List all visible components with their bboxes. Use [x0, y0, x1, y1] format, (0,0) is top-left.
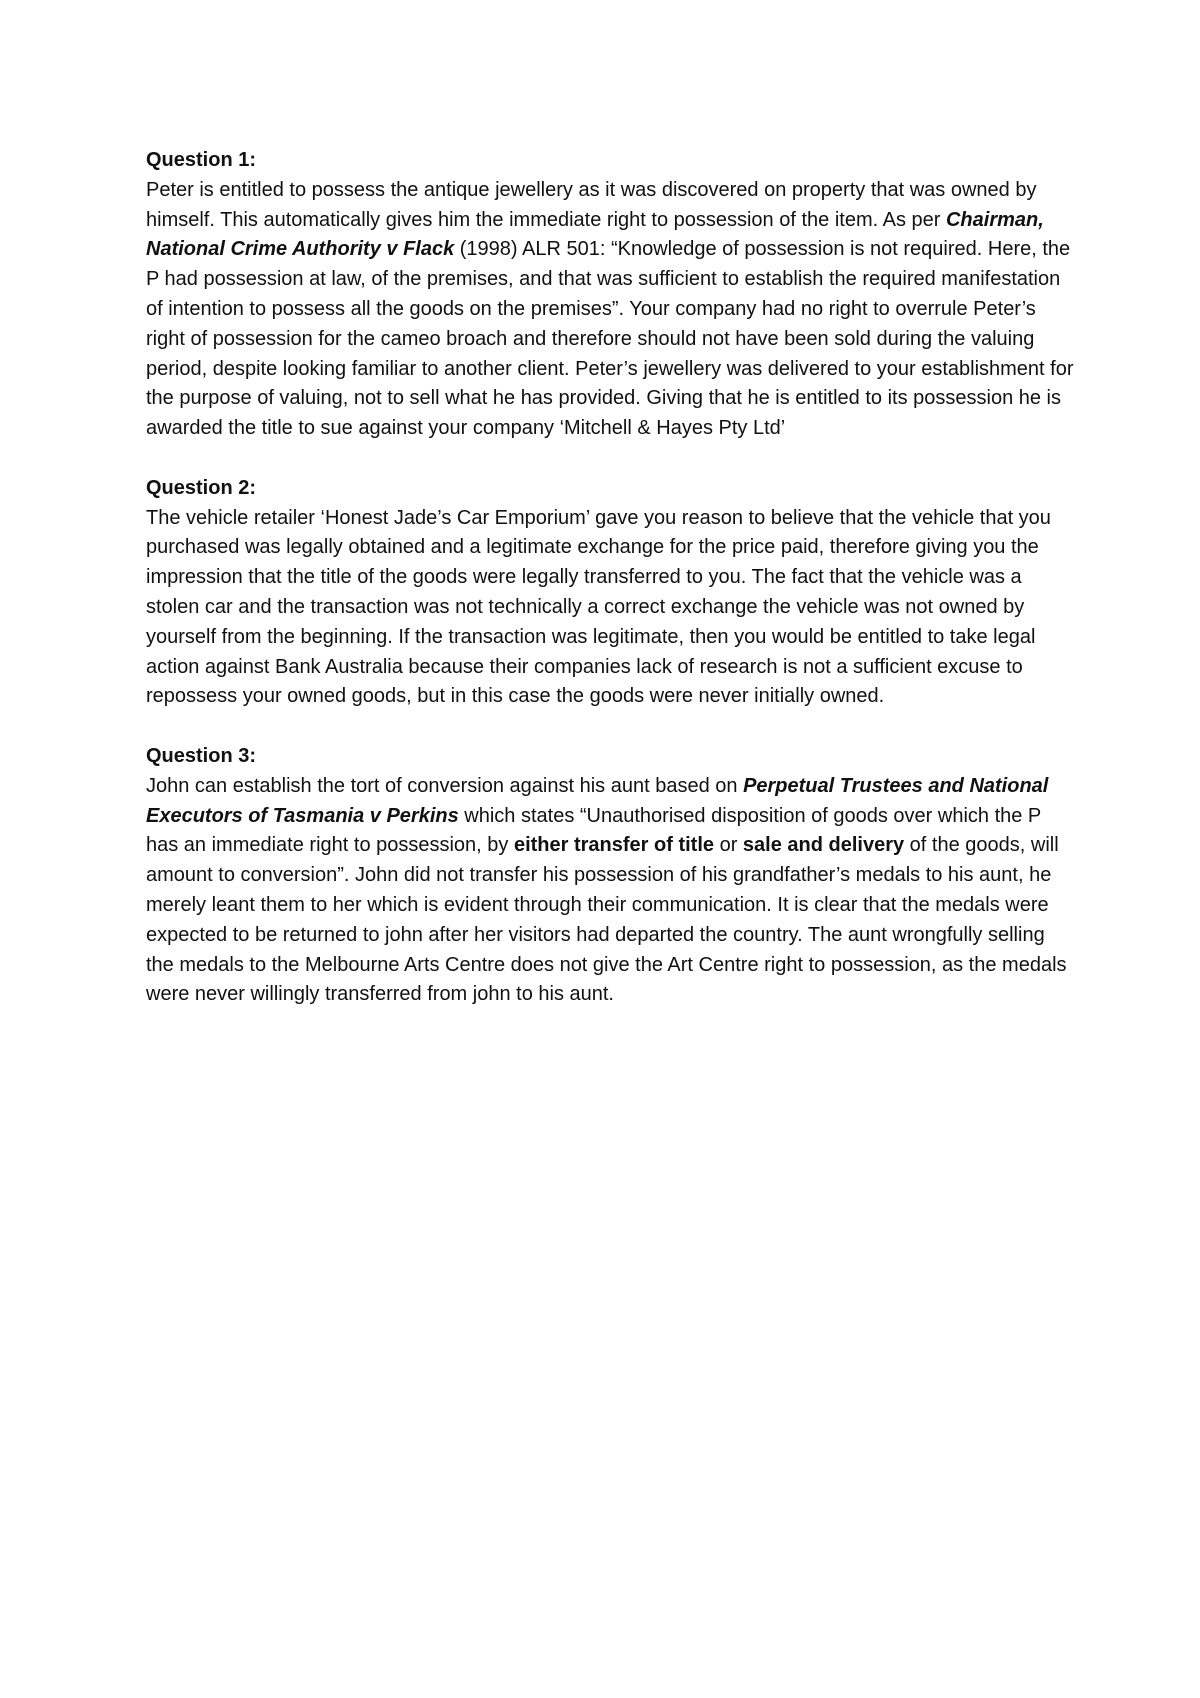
question-1-section — [146, 146, 1076, 444]
answer-text: of the goods, will amount to conversion”. John did not transfer his possession of his grandfather’s medals to his aunt, he merely leant them to her which is evident through their communication. It is clear that the medals were expected to be returned to john after her visitors had departed the country. The aunt wrongfully selling the medals to the Melbourne Arts Centre does not give the Art Centre right to possession, as the medals were never willingly transferred from john to his aunt. — [146, 834, 1067, 1006]
emphasis-text: sale and delivery — [742, 834, 905, 857]
answer-text: The vehicle retailer ‘Honest Jade’s Car Emporium’ gave you reason to believe that the vehicle that you purchased was legally obtained and a legitimate exchange for the price paid, therefore giving you the impression that the title of the goods were legally transferred to you. The fact that the vehicle was a stolen car and the transaction was not technically a correct exchange the vehicle was not owned by yourself from the beginning. If the transaction was legitimate, then you would be entitled to take legal action against Bank Australia because their companies lack of research is not a sufficient excuse to repossess your owned goods, but in this case the goods were never initially owned. — [146, 506, 1051, 708]
question-2-heading: Question 2: — [146, 476, 257, 499]
answer-text: John can establish the tort of conversion against his aunt based on — [146, 774, 744, 797]
question-1-heading: Question 1: — [146, 149, 257, 171]
question-1-answer — [146, 176, 1076, 444]
answer-text: which states “Unauthorised disposition of goods over which the P has an immediate right to possession, by — [146, 804, 1041, 857]
document-body — [146, 146, 1076, 1040]
question-3-heading: Question 3: — [146, 744, 257, 767]
answer-text: (1998) ALR 501: “Knowledge of possession is not required. Here, the P had possession at law, of the premises, and that was sufficient to establish the required manifestation of intention to possess all the goods on the premises”. Your company had no right to overrule Peter’s right of possession for the cameo broach and therefore should not have been sold during the valuing period, despite looking familiar to another client. Peter’s jewellery was delivered to your establishment for the purpose of valuing, not to sell what he has provided. Giving that he is entitled to its possession he is awarded the title to sue against your company ‘Mitchell & Hayes Pty Ltd’ — [146, 238, 1074, 440]
emphasis-text: either transfer of title — [513, 834, 715, 857]
case-citation: Perpetual Trustees and National Executors of Tasmania v Perkins — [146, 774, 1049, 827]
question-3-section — [146, 742, 1076, 1010]
question-2-section — [146, 474, 1076, 712]
question-2-answer — [146, 504, 1076, 713]
answer-text: or — [714, 834, 743, 857]
case-citation: Chairman, National Crime Authority v Flack — [146, 208, 1044, 261]
answer-text: Peter is entitled to possess the antique jewellery as it was discovered on property that was owned by himself. This automatically gives him the immediate right to possession of the item. As per — [146, 178, 1037, 231]
question-3-answer — [146, 772, 1076, 1010]
